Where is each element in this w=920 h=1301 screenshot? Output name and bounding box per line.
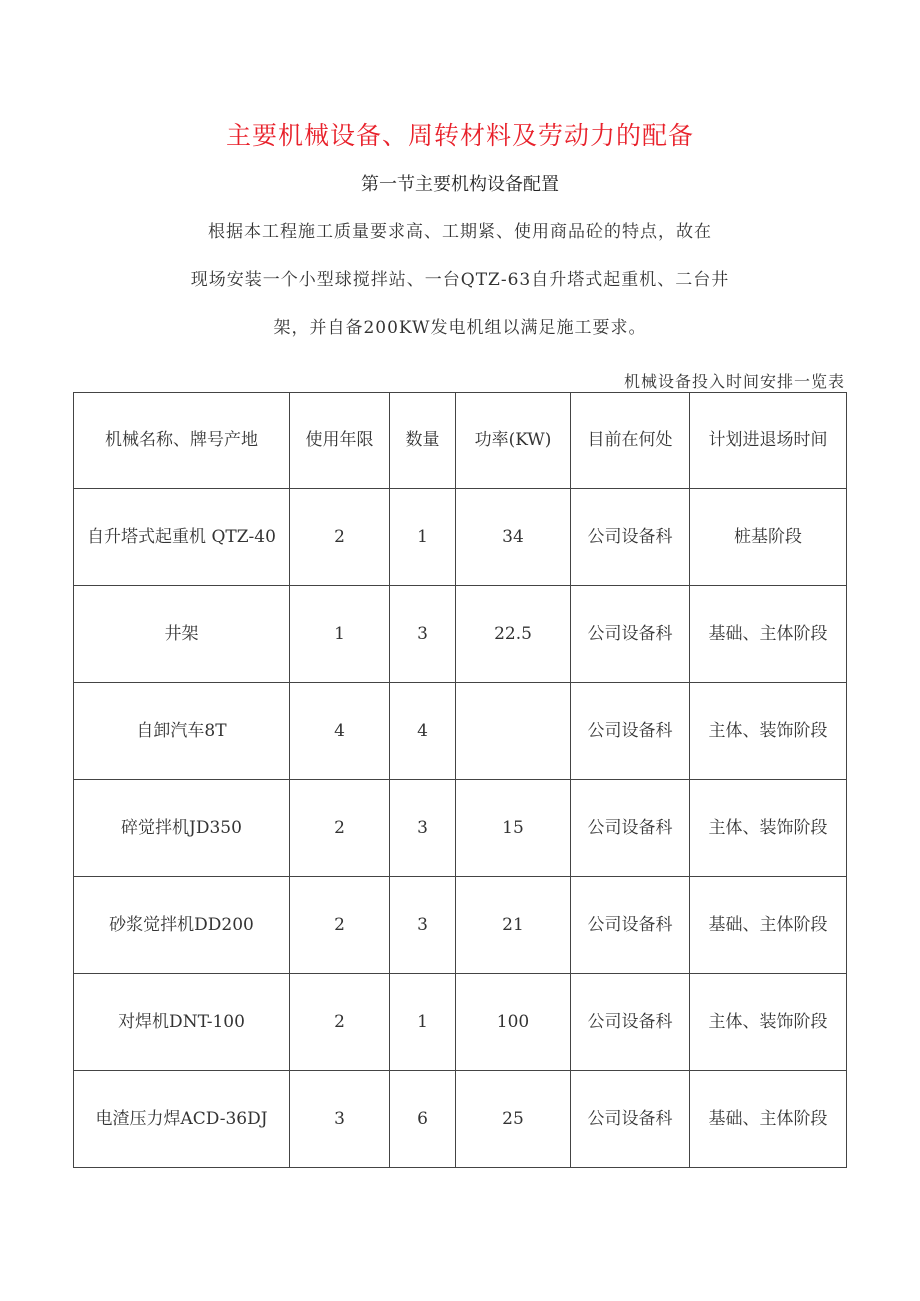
table-cell: 2 (290, 974, 390, 1071)
table-cell: 公司设备科 (571, 877, 690, 974)
equipment-table (73, 392, 847, 1168)
table-row (74, 974, 847, 1071)
table-cell: 4 (390, 683, 456, 780)
table-cell: 自卸汽车8T (74, 683, 290, 780)
table-cell: 1 (290, 586, 390, 683)
table-cell: 基础、主体阶段 (690, 586, 847, 683)
table-cell: 公司设备科 (571, 489, 690, 586)
table-cell: 3 (290, 1071, 390, 1168)
table-cell: 3 (390, 586, 456, 683)
table-cell: 34 (456, 489, 571, 586)
table-cell: 公司设备科 (571, 683, 690, 780)
table-cell: 25 (456, 1071, 571, 1168)
section-title: 第一节主要机构设备配置 (361, 174, 559, 195)
table-cell: 基础、主体阶段 (690, 1071, 847, 1168)
table-cell: 公司设备科 (571, 974, 690, 1071)
table-cell: 公司设备科 (571, 1071, 690, 1168)
table-row (74, 877, 847, 974)
table-cell: 2 (290, 877, 390, 974)
table-cell: 电渣压力焊ACD-36DJ (74, 1071, 290, 1168)
table-cell: 公司设备科 (571, 780, 690, 877)
table-cell: 2 (290, 780, 390, 877)
paragraph-line: 现场安装一个小型球搅拌站、一台QTZ-63自升塔式起重机、二台井 (190, 270, 730, 290)
table-cell: 1 (390, 974, 456, 1071)
table-row (74, 683, 847, 780)
table-cell: 100 (456, 974, 571, 1071)
table-cell (456, 683, 571, 780)
table-row (74, 489, 847, 586)
table-cell: 基础、主体阶段 (690, 877, 847, 974)
header-cell: 计划进退场时间 (690, 393, 847, 489)
table-cell: 2 (290, 489, 390, 586)
paragraph-line: 根据本工程施工质量要求高、工期紧、使用商品砼的特点，故在 (208, 222, 712, 242)
table-cell: 15 (456, 780, 571, 877)
table-row (74, 1071, 847, 1168)
table-cell: 22.5 (456, 586, 571, 683)
table-cell: 碎觉拌机JD350 (74, 780, 290, 877)
table-cell: 4 (290, 683, 390, 780)
header-cell: 功率(KW) (456, 393, 571, 489)
table-cell: 对焊机DNT-100 (74, 974, 290, 1071)
table-cell: 桩基阶段 (690, 489, 847, 586)
table-cell: 6 (390, 1071, 456, 1168)
table-cell: 主体、装饰阶段 (690, 974, 847, 1071)
table-cell: 21 (456, 877, 571, 974)
table-cell: 砂浆觉拌机DD200 (74, 877, 290, 974)
header-cell: 目前在何处 (571, 393, 690, 489)
table-caption: 机械设备投入时间安排一览表 (623, 372, 845, 391)
table-cell: 自升塔式起重机 QTZ-40 (74, 489, 290, 586)
table-cell: 3 (390, 877, 456, 974)
table-row (74, 780, 847, 877)
table-header-row (74, 393, 847, 489)
table-cell: 3 (390, 780, 456, 877)
table-cell: 井架 (74, 586, 290, 683)
table-cell: 主体、装饰阶段 (690, 780, 847, 877)
page-title: 主要机械设备、周转材料及劳动力的配备 (225, 121, 694, 150)
header-cell: 使用年限 (290, 393, 390, 489)
table-cell: 1 (390, 489, 456, 586)
table-cell: 主体、装饰阶段 (690, 683, 847, 780)
table-row (74, 586, 847, 683)
header-cell: 数量 (390, 393, 456, 489)
paragraph-line: 架，并自备200KW发电机组以满足施工要求。 (273, 318, 647, 338)
header-cell: 机械名称、牌号产地 (74, 393, 290, 489)
table-cell: 公司设备科 (571, 586, 690, 683)
